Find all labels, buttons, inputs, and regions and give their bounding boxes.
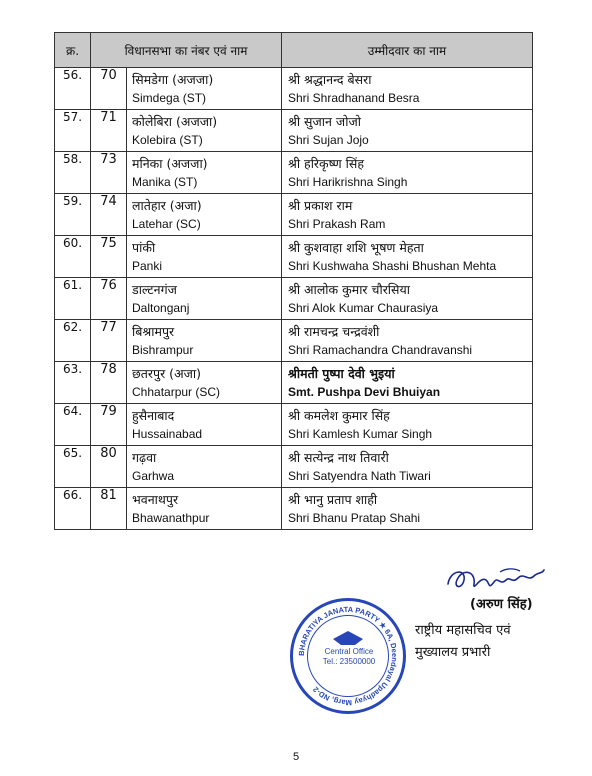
serial-number: 65. — [55, 446, 91, 488]
constituency-cell — [127, 194, 282, 236]
candidate-name-english: Shri Harikrishna Singh — [288, 174, 408, 189]
constituency-number: 79 — [91, 404, 127, 446]
candidate-name-hindi: श्री श्रद्धानन्द बेसरा — [288, 71, 372, 87]
constituency-number: 80 — [91, 446, 127, 488]
constituency-number: 75 — [91, 236, 127, 278]
table-row — [55, 446, 533, 488]
candidate-cell — [282, 320, 533, 362]
table-row — [55, 68, 533, 110]
candidate-name-english: Shri Sujan Jojo — [288, 132, 369, 147]
candidate-cell — [282, 110, 533, 152]
constituency-number: 81 — [91, 488, 127, 530]
constituency-cell — [127, 488, 282, 530]
constituency-name-hindi: लातेहार (अजा) — [132, 197, 202, 213]
candidate-cell — [282, 236, 533, 278]
candidate-name-english: Shri Shradhanand Besra — [288, 90, 420, 105]
table-row — [55, 278, 533, 320]
candidate-name-english: Shri Prakash Ram — [288, 216, 386, 231]
page-number: 5 — [293, 751, 300, 763]
constituency-name-english: Latehar (SC) — [132, 216, 201, 231]
table-row — [55, 110, 533, 152]
serial-number: 63. — [55, 362, 91, 404]
constituency-name-hindi: सिमडेगा (अजजा) — [132, 71, 214, 87]
constituency-name-hindi: कोलेबिरा (अजजा) — [132, 113, 218, 129]
candidate-name-english: Shri Ramachandra Chandravanshi — [288, 342, 473, 357]
constituency-cell — [127, 152, 282, 194]
candidate-name-hindi: श्री प्रकाश राम — [288, 197, 353, 213]
constituency-number: 76 — [91, 278, 127, 320]
constituency-name-hindi: पांकी — [132, 239, 156, 255]
constituency-cell — [127, 404, 282, 446]
signatory-title-line1: राष्ट्रीय महासचिव एवं — [415, 623, 511, 638]
constituency-cell — [127, 320, 282, 362]
seal-center-text — [319, 647, 379, 667]
constituency-cell — [127, 278, 282, 320]
candidate-name-english: Shri Satyendra Nath Tiwari — [288, 468, 431, 483]
candidate-name-english: Shri Alok Kumar Chaurasiya — [288, 300, 439, 315]
serial-number: 64. — [55, 404, 91, 446]
constituency-name-hindi: छतरपुर (अजा) — [132, 365, 202, 381]
constituency-name-english: Bishrampur — [132, 342, 194, 357]
candidate-cell — [282, 362, 533, 404]
candidate-name-english: Smt. Pushpa Devi Bhuiyan — [288, 384, 441, 399]
serial-number: 60. — [55, 236, 91, 278]
constituency-name-english: Manika (ST) — [132, 174, 198, 189]
party-seal — [290, 598, 406, 714]
table-row — [55, 320, 533, 362]
constituency-number: 77 — [91, 320, 127, 362]
candidate-name-hindi: श्री कमलेश कुमार सिंह — [288, 407, 390, 423]
candidate-cell — [282, 446, 533, 488]
constituency-cell — [127, 236, 282, 278]
candidate-name-english: Shri Bhanu Pratap Shahi — [288, 510, 421, 525]
table-row — [55, 152, 533, 194]
constituency-number: 71 — [91, 110, 127, 152]
svg-text:BHARATIYA JANATA PARTY ★ 6A, D: BHARATIYA JANATA PARTY ★ 6A, Deendayal Upadhyay Marg, ND-2 — [296, 604, 400, 708]
constituency-cell — [127, 110, 282, 152]
table-header-row — [55, 33, 533, 68]
serial-number: 62. — [55, 320, 91, 362]
candidate-cell — [282, 404, 533, 446]
candidate-name-hindi: श्री भानु प्रताप शाही — [288, 491, 378, 507]
constituency-name-hindi: बिश्रामपुर — [132, 323, 175, 339]
serial-number: 61. — [55, 278, 91, 320]
candidate-cell — [282, 488, 533, 530]
candidate-name-english: Shri Kamlesh Kumar Singh — [288, 426, 433, 441]
serial-number: 58. — [55, 152, 91, 194]
signatory-name: (अरुण सिंह) — [470, 597, 533, 612]
table-row — [55, 404, 533, 446]
table-row — [55, 194, 533, 236]
candidate-cell — [282, 152, 533, 194]
header-constituency: विधानसभा का नंबर एवं नाम — [91, 33, 282, 68]
constituency-number: 74 — [91, 194, 127, 236]
serial-number: 57. — [55, 110, 91, 152]
candidate-table — [54, 32, 533, 530]
constituency-cell — [127, 446, 282, 488]
constituency-name-hindi: भवनाथपुर — [132, 491, 179, 507]
constituency-name-english: Hussainabad — [132, 426, 203, 441]
seal-line2: Tel.: 23500000 — [322, 657, 376, 666]
constituency-name-english: Chhatarpur (SC) — [132, 384, 221, 399]
constituency-name-english: Simdega (ST) — [132, 90, 207, 105]
candidate-name-hindi: श्रीमती पुष्पा देवी भुइयां — [288, 365, 395, 381]
table-row — [55, 236, 533, 278]
candidate-name-hindi: श्री रामचन्द्र चन्द्रवंशी — [288, 323, 380, 339]
header-candidate: उम्मीदवार का नाम — [282, 33, 533, 68]
constituency-name-english: Bhawanathpur — [132, 510, 210, 525]
seal-line1: Central Office — [324, 647, 374, 656]
candidate-cell — [282, 194, 533, 236]
candidate-name-english: Shri Kushwaha Shashi Bhushan Mehta — [288, 258, 497, 273]
constituency-name-hindi: हुसैनाबाद — [132, 407, 175, 423]
serial-number: 59. — [55, 194, 91, 236]
candidate-name-hindi: श्री हरिकृष्ण सिंह — [288, 155, 365, 171]
candidate-name-hindi: श्री सत्येन्द्र नाथ तिवारी — [288, 449, 389, 465]
candidate-name-hindi: श्री आलोक कुमार चौरसिया — [288, 281, 410, 297]
candidate-cell — [282, 68, 533, 110]
table-row — [55, 488, 533, 530]
serial-number: 56. — [55, 68, 91, 110]
candidate-name-hindi: श्री कुशवाहा शशि भूषण मेहता — [288, 239, 424, 255]
constituency-number: 73 — [91, 152, 127, 194]
candidate-cell — [282, 278, 533, 320]
serial-number: 66. — [55, 488, 91, 530]
constituency-cell — [127, 362, 282, 404]
table-row — [55, 362, 533, 404]
constituency-name-hindi: डाल्टनगंज — [132, 281, 177, 297]
constituency-name-english: Garhwa — [132, 468, 175, 483]
candidate-name-hindi: श्री सुजान जोजो — [288, 113, 361, 129]
constituency-number: 70 — [91, 68, 127, 110]
constituency-number: 78 — [91, 362, 127, 404]
constituency-name-english: Panki — [132, 258, 163, 273]
signatory-title-line2: मुख्यालय प्रभारी — [415, 645, 491, 660]
constituency-name-english: Daltonganj — [132, 300, 190, 315]
header-serial: क्र. — [55, 33, 91, 68]
constituency-name-english: Kolebira (ST) — [132, 132, 203, 147]
constituency-name-hindi: गढ़वा — [132, 449, 157, 465]
constituency-name-hindi: मनिका (अजजा) — [132, 155, 208, 171]
constituency-cell — [127, 68, 282, 110]
